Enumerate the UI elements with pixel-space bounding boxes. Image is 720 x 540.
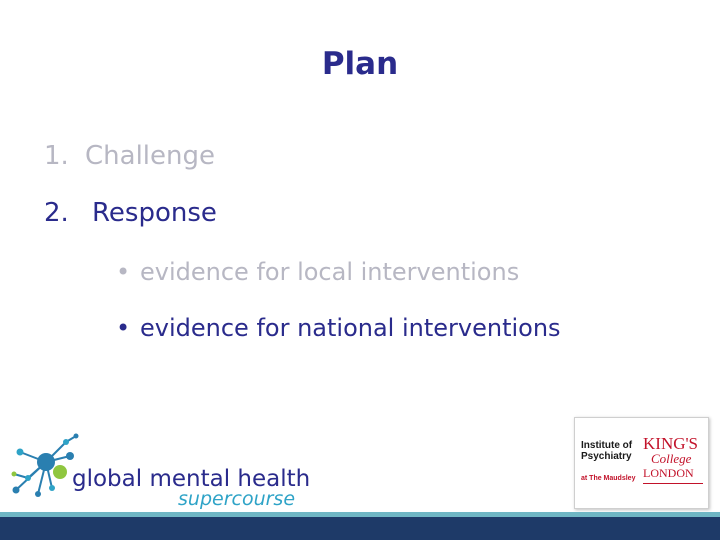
plan-item-response [44, 198, 217, 228]
subitem-label: evidence for national interventions [140, 314, 561, 342]
subitem-national-interventions [116, 314, 561, 342]
kings-college-logo: KING'S College LONDON [643, 436, 703, 484]
plan-item-challenge [44, 141, 215, 171]
footer-band [0, 517, 720, 540]
iop-logo-text: Institute of Psychiatry [581, 440, 633, 462]
gmh-supercourse-logo [8, 430, 318, 510]
iop-kcl-logo [574, 417, 709, 509]
subitem-local-interventions [116, 258, 519, 286]
item-number: 2. [44, 198, 69, 228]
bullet-icon: • [116, 314, 131, 342]
gmh-logo-text: global mental health [72, 466, 311, 492]
item-label: Response [92, 198, 217, 228]
item-number: 1. [44, 141, 69, 171]
slide-title: Plan [321, 46, 399, 82]
iop-logo-subtext: at The Maudsley [581, 475, 636, 482]
item-label: Challenge [85, 141, 215, 171]
subitem-label: evidence for local interventions [140, 258, 520, 286]
logo-rule [643, 483, 703, 484]
bullet-icon: • [116, 258, 131, 286]
gmh-logo-subtext: supercourse [178, 488, 296, 510]
